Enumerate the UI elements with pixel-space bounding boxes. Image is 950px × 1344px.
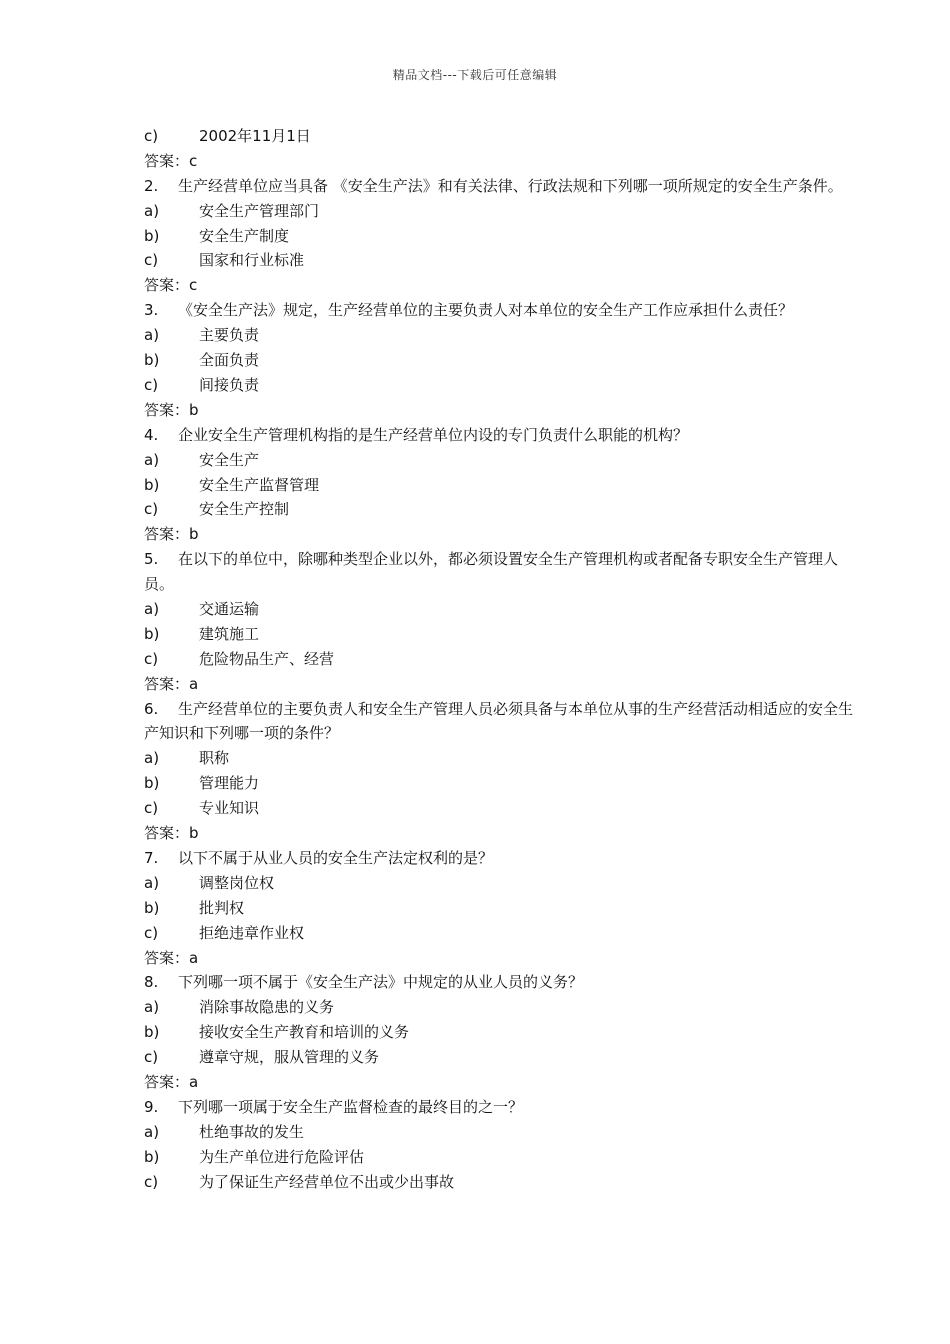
option-label: c)	[144, 1172, 159, 1191]
option-line	[144, 1045, 864, 1070]
option-text: 安全生产监督管理	[199, 475, 320, 494]
option-line	[144, 647, 864, 672]
option-line	[144, 771, 864, 796]
option-text: 2002年11月1日	[199, 127, 311, 145]
option-line	[144, 1170, 864, 1195]
option-label: b)	[144, 624, 160, 643]
option-text: 主要负责	[199, 326, 260, 345]
option-text: 交通运输	[199, 600, 260, 618]
answer-line: 答案：a	[144, 674, 199, 693]
option-label: c)	[144, 251, 159, 270]
option-line	[144, 348, 864, 373]
option-line	[144, 995, 864, 1020]
option-label: a)	[144, 1122, 160, 1141]
question-line	[144, 1095, 864, 1120]
page-header: 精品文档---下载后可任意编辑	[392, 68, 558, 82]
question-list	[144, 174, 864, 1195]
option-text: 消除事故隐患的义务	[199, 998, 335, 1017]
option-text: 专业知识	[199, 799, 260, 818]
option-label: c)	[144, 799, 159, 818]
answer-line: 答案：c	[144, 276, 198, 295]
question-text: 在以下的单位中，除哪种类型企业以外，都必须设置安全生产管理机构或者配备专职安全生产管理人员。	[144, 550, 839, 594]
answer-line: 答案：b	[144, 525, 199, 544]
option-label: c)	[144, 375, 159, 394]
question-number: 6.	[144, 699, 159, 718]
answer-line: 答案：a	[144, 948, 199, 967]
option-line	[144, 248, 864, 273]
option-label: b)	[144, 1147, 160, 1166]
option-text: 建筑施工	[199, 624, 260, 643]
option-text: 拒绝违章作业权	[199, 923, 305, 942]
option-label: c)	[144, 1048, 159, 1067]
question-line	[144, 423, 864, 448]
option-line	[144, 871, 864, 896]
option-label: a)	[144, 873, 160, 892]
answer-line: 答案：a	[144, 1072, 199, 1091]
question-line	[144, 846, 864, 871]
option-line	[144, 323, 864, 348]
answer-line: 答案：b	[144, 824, 199, 843]
question-number: 7.	[144, 848, 159, 867]
question-number: 9.	[144, 1097, 159, 1116]
question-line	[144, 697, 864, 747]
option-label: a)	[144, 998, 160, 1017]
option-text: 杜绝事故的发生	[199, 1122, 305, 1141]
option-text: 管理能力	[199, 774, 260, 793]
option-line	[144, 746, 864, 771]
question-number: 8.	[144, 973, 159, 992]
question-number: 3.	[144, 301, 159, 320]
answer-line: 答案：c	[144, 151, 198, 170]
option-label: c)	[144, 127, 159, 145]
option-line	[144, 796, 864, 821]
option-text: 职称	[199, 749, 230, 768]
question-number: 4.	[144, 425, 159, 444]
question-text: 下列哪一项属于安全生产监督检查的最终目的之一？	[178, 1097, 524, 1116]
option-text: 国家和行业标准	[199, 251, 305, 270]
answer-line: 答案：b	[144, 400, 199, 419]
option-text: 安全生产控制	[199, 500, 290, 519]
question-number: 5.	[144, 550, 159, 569]
question-text: 企业安全生产管理机构指的是生产经营单位内设的专门负责什么职能的机构？	[178, 425, 689, 444]
option-line	[144, 373, 864, 398]
document-body	[144, 124, 864, 1194]
option-label: a)	[144, 749, 160, 768]
option-text: 安全生产制度	[199, 226, 290, 245]
option-line	[144, 497, 864, 522]
option-label: a)	[144, 201, 160, 220]
option-label: a)	[144, 600, 160, 618]
option-line	[144, 448, 864, 473]
option-label: c)	[144, 649, 159, 668]
question-number: 2.	[144, 176, 159, 195]
option-line	[144, 199, 864, 224]
option-line	[144, 622, 864, 647]
option-label: b)	[144, 475, 160, 494]
option-text: 间接负责	[199, 375, 260, 394]
option-line	[144, 124, 864, 149]
option-text: 危险物品生产、经营	[199, 649, 335, 668]
option-label: b)	[144, 898, 160, 917]
option-line	[144, 1020, 864, 1045]
question-text: 下列哪一项不属于《安全生产法》中规定的从业人员的义务？	[178, 973, 584, 992]
option-line	[144, 473, 864, 498]
option-text: 接收安全生产教育和培训的义务	[199, 1023, 410, 1042]
question-line	[144, 547, 864, 597]
option-label: c)	[144, 500, 159, 519]
question-text: 生产经营单位的主要负责人和安全生产管理人员必须具备与本单位从事的生产经营活动相适应的安全生产知识和下列哪一项的条件？	[144, 699, 854, 743]
option-label: b)	[144, 226, 160, 245]
question-text: 生产经营单位应当具备 《安全生产法》和有关法律、行政法规和下列哪一项所规定的安全生产条件。	[178, 176, 843, 195]
question-text: 以下不属于从业人员的安全生产法定权利的是？	[178, 848, 494, 867]
option-text: 安全生产管理部门	[199, 201, 320, 220]
option-line	[144, 896, 864, 921]
option-line	[144, 224, 864, 249]
option-label: c)	[144, 923, 159, 942]
option-text: 调整岗位权	[199, 873, 275, 892]
option-label: b)	[144, 774, 160, 793]
question-line	[144, 298, 864, 323]
question-line	[144, 970, 864, 995]
option-line	[144, 597, 864, 622]
option-label: b)	[144, 1023, 160, 1042]
option-text: 为生产单位进行危险评估	[199, 1147, 365, 1166]
question-text: 《安全生产法》规定，生产经营单位的主要负责人对本单位的安全生产工作应承担什么责任？	[178, 301, 794, 320]
option-text: 为了保证生产经营单位不出或少出事故	[199, 1172, 455, 1191]
option-line	[144, 921, 864, 946]
option-label: a)	[144, 326, 160, 345]
option-text: 遵章守规，服从管理的义务	[199, 1048, 380, 1067]
option-line	[144, 1120, 864, 1145]
question-line	[144, 174, 864, 199]
option-label: b)	[144, 351, 160, 370]
option-label: a)	[144, 450, 160, 469]
option-line	[144, 1145, 864, 1170]
option-text: 全面负责	[199, 351, 260, 370]
option-text: 安全生产	[199, 450, 260, 469]
option-text: 批判权	[199, 898, 245, 917]
